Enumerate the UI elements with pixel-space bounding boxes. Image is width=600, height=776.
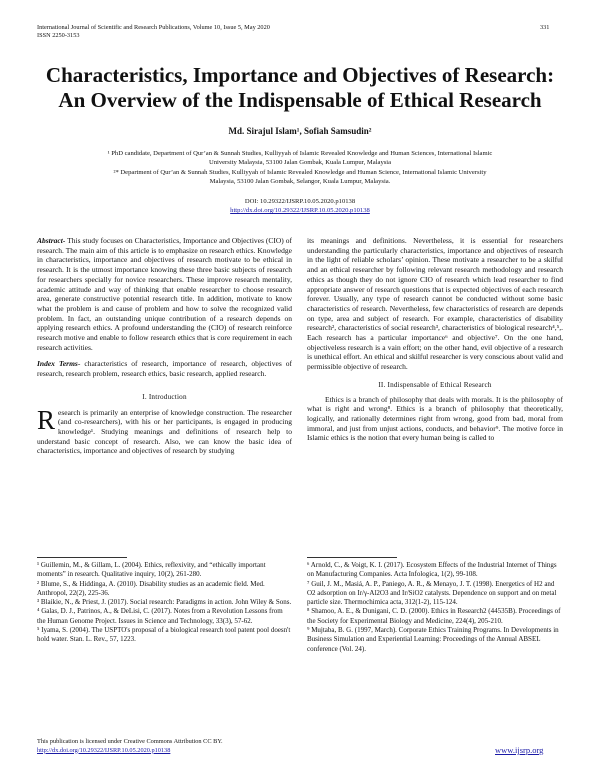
drop-cap: R: [37, 404, 56, 435]
affiliation-1-line-1: ¹ PhD candidate, Department of Qur’an & Sunnah Studies, Kulliyyah of Islamic Revealed Knowledge and Human Sciences, International Islamic: [107, 150, 493, 157]
footnote-9: ⁹ Mujtaba, B. G. (1997, March). Corporate Ethics Training Programs. In Developments in Business Simulation and Experiential Learning: Proceedings of the Annual ABSEL conference (Vol. 24).: [307, 626, 559, 653]
introduction-text: esearch is primarily an enterprise of knowledge construction. The researcher (and co-researchers), with his or her participants, is engaged in producing knowledge¹. Studying meanings and definitions of research help to understand basic concept of research. Also, we can know the basic idea of characteristics, importance and objectives of research by studying: [37, 407, 292, 456]
index-terms: [37, 359, 292, 378]
footnote-5: ⁵ Iyama, S. (2004). The USPTO's proposal of a biological research tool patent pool doesn't hold water. Stan. L. Rev., 57, 1223.: [37, 626, 291, 644]
doi-block: [40, 197, 560, 216]
footnote-rule-right: [307, 557, 397, 558]
affiliation-2-line-2: Malaysia, 53100 Jalan Gombak, Selangor, Kuala Lumpur, Malaysia.: [209, 177, 391, 185]
index-terms-label: Index Terms: [37, 359, 78, 369]
index-terms-text: - characteristics of research, importance of research, objectives of research, research problem, research ethics, basic research, applied research.: [37, 359, 293, 379]
title-line-2: An Overview of the Indispensable of Ethical Research: [58, 88, 542, 112]
footnote-2: ² Blume, S., & Hiddinga, A. (2010). Disability studies as an academic field. Med. Anthropol, 22(2), 225-36.: [37, 579, 265, 597]
abstract: [37, 236, 292, 352]
affiliation-2-line-1: ²* Department of Qur’an & Sunnah Studies, Kulliyyah of Islamic Revealed Knowledge and Human Science, International Islamic University: [113, 168, 487, 176]
right-paragraph-1: its meanings and definitions. Nevertheless, it is essential for researchers understanding the particularly characteristics, importance and objectives of research in the light of reliable scholars’ opinion. These motivate a researcher to be a skilful and an ethical researcher by following relevant research methodology and research ethics as though they do not ignore CIO of research which lead researcher to find appropriate answer of research questions that is expected objectives of each research forever. Usually, any type of research cannot be conducted without some basic characteristics of research. Nevertheless, few characteristics of research are depends on type, area and subject of research. For example, characteristics of disability research², characteristics of social research³, characteristics of biological research⁴,⁵,. Each research has a particular importance⁶ and objective⁷. On the one hand, objectiveless research is a vain effort; on the other hand, evil objective of a research is unethical effort. An ethical and skilful researcher is very conscious about valid and permissible objective of research.: [307, 236, 563, 372]
doi-link[interactable]: http://dx.doi.org/10.29322/IJSRP.10.05.2020.p10138: [230, 207, 370, 215]
authors: Md. Sirajul Islam¹, Sofiah Samsudin²: [228, 126, 372, 136]
right-column: [307, 236, 563, 443]
footnote-1: ¹ Guillemin, M., & Gillam, L. (2004). Ethics, reflexivity, and “ethically important moments” in research. Qualitative inquiry, 10(2), 261-280.: [37, 561, 266, 579]
abstract-text: This study focuses on Characteristics, Importance and Objectives (CIO) of research. The main aim of this article is to emphasize on research ethics. Knowledge in characteristics, importance and objectives of research motivate to be ethical in research. It is the utmost importance knowing these three basic subjects of research for researchers specially for novice researchers. These improve research mentality, academic attitude and way of thinking that enable researcher to choose research area, generate constructive potential research title. In addition, motivate to know what the problem is and cause of problem and how to solve the recognized valid problem. In fact, an outstanding unique contribution of a research depends on applying research ethics. A profound understanding the (CIO) of research reinforce research motive and enable to follow research ethics that is core requirement in each research activities.: [37, 236, 292, 352]
affiliation-1-line-2: University Malaysia, 53100 Jalan Gombak, Kuala Lumpur, Malaysia: [208, 159, 392, 167]
license-text: This publication is licensed under Creative Commons Attribution CC BY.: [37, 738, 223, 745]
doi-text: DOI: 10.29322/IJSRP.10.05.2020.p10138: [244, 198, 356, 205]
footer-doi-link[interactable]: http://dx.doi.org/10.29322/IJSRP.10.05.2020.p10138: [37, 746, 171, 754]
footnote-rule-left: [37, 557, 127, 558]
journal-name: International Journal of Scientific and Research Publications, Volume 10, Issue 5, May 2020: [37, 24, 270, 31]
footnote-8: ⁸ Shamoo, A. E., & Dunigani, C. D. (2000). Ethics in Research2 (44535B). Proceedings of the Society for Experimental Biology and Medicine, 224(4), 205-210.: [307, 607, 561, 625]
right-paragraph-2: Ethics is a branch of philosophy that deals with morals. It is the philosophy of what is right and wrong⁸. Ethics is a branch of philosophy that theoretically, logically, and rationally determines right from wrong, good from bad, moral from immoral, and just from unjust actions, conducts, and behavior⁹. The motive force in Islamic ethics is the notion that every human being is called to: [307, 394, 563, 443]
issn: ISSN 2250-3153: [37, 32, 80, 39]
introduction-paragraph: [37, 404, 292, 457]
section-2-title: II. Indispensable of Ethical Research: [378, 380, 492, 389]
footnotes-right: [307, 561, 563, 654]
footer-license: [37, 738, 223, 755]
site-link[interactable]: www.ijsrp.org: [495, 745, 544, 755]
left-column: [37, 236, 292, 456]
paper-title: [20, 63, 580, 113]
page-number: 331: [540, 24, 550, 31]
section-1-title: I. Introduction: [142, 392, 187, 401]
footnote-7: ⁷ Guil, J. M., Masiá, A. P., Paniego, A. R., & Menayo, J. T. (1998). Energetics of H2 and O2 adsorption on Ir/γ-Al2O3 and Ir/SiO2 catalysts. Dependence on support and on metal particle size. Thermochimica acta, 312(1-2), 115-124.: [307, 579, 557, 607]
footnote-4: ⁴ Galas, D. J., Patrinos, A., & DeLisi, C. (2017). Notes from a Revolution Lessons from the Human Genome Project. Issues in Science and Technology, 33(3), 57-62.: [37, 607, 283, 625]
journal-header: [37, 24, 270, 40]
affiliations: [40, 149, 560, 186]
abstract-label: Abstract-: [37, 236, 66, 245]
footnote-3: ³ Blaikie, N., & Priest, J. (2017). Social research: Paradigms in action. John Wiley & Sons.: [37, 598, 292, 607]
title-line-1: Characteristics, Importance and Objectives of Research:: [45, 63, 555, 87]
footnote-6: ⁶ Arnold, C., & Voigt, K. I. (2017). Ecosystem Effects of the Industrial Internet of Things on Manufacturing Companies. Acta Infologica, 1(2), 99-108.: [307, 561, 557, 579]
footnotes-left: [37, 561, 292, 645]
